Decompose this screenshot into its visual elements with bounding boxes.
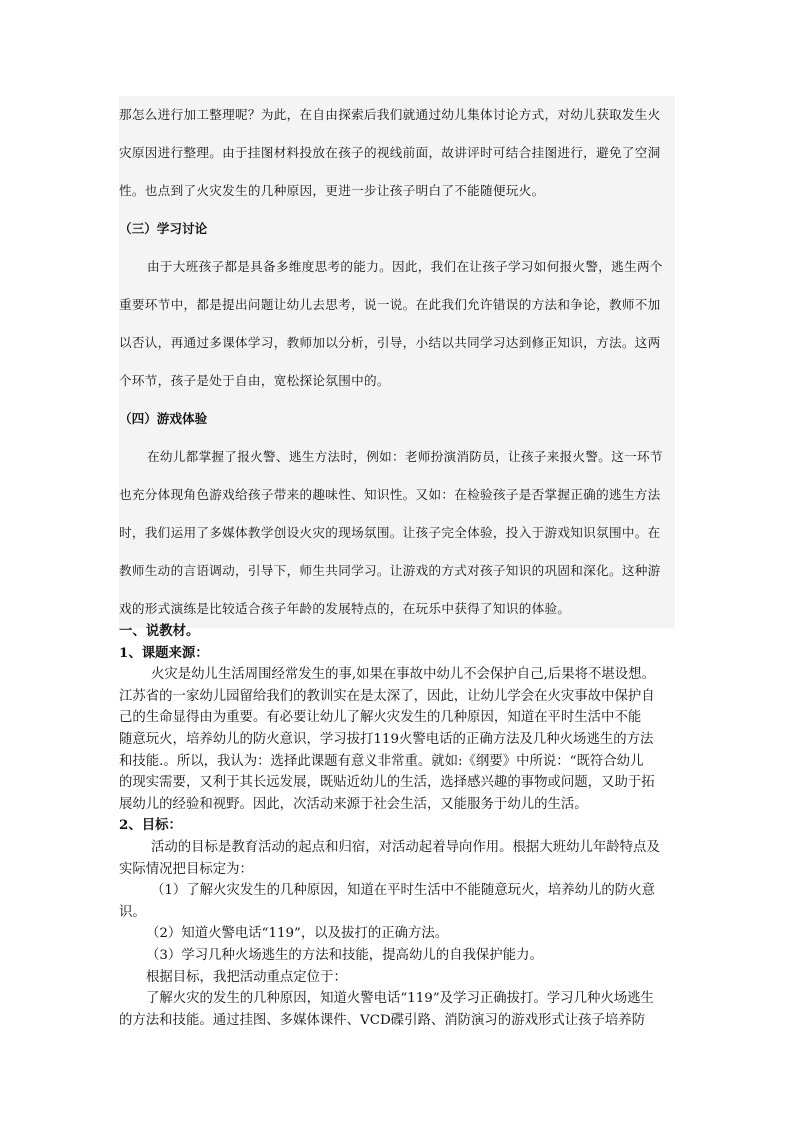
- paragraph-line: 的现实需要，又利于其长远发展，既贴近幼儿的生活，选择感兴趣的事物或问题，又助于拓: [119, 775, 655, 791]
- paragraph-line: 的方法和技能。通过挂图、多媒体课件、VCD碟引路、消防演习的游戏形式让孩子培养防: [119, 1012, 646, 1028]
- paragraph-line: 重要环节中，都是提出问题让幼儿去思考，说一说。在此我们允许错误的方法和争论，教师不加: [119, 286, 675, 324]
- paragraph-line: 活动的目标是教育活动的起点和归宿，对活动起着导向作用。根据大班幼儿年龄特点及: [151, 839, 660, 855]
- lower-section: [119, 621, 675, 1031]
- section-heading-learning-discussion: （三）学习讨论: [119, 210, 675, 248]
- paragraph-line: 戏的形式演练是比较适合孩子年龄的发展特点的，在玩乐中获得了知识的体验。: [119, 590, 675, 628]
- paragraph-line: 那怎么进行加工整理呢？为此，在自由探索后我们就通过幼儿集体讨论方式，对幼儿获取发生火: [119, 96, 675, 134]
- paragraph-line: 由于大班孩子都是具备多维度思考的能力。因此，我们在让孩子学习如何报火警，逃生两个: [119, 248, 675, 286]
- goal-item-2: （2）知道火警电话“119”，以及拔打的正确方法。: [146, 926, 449, 942]
- goal-item-1-cont: 识。: [119, 904, 146, 920]
- paragraph-line: 性。也点到了火灾发生的几种原因，更进一步让孩子明白了不能随便玩火。: [119, 172, 675, 210]
- goal-item-3: （3）学习几种火场逃生的方法和技能，提高幼儿的自我保护能力。: [146, 947, 543, 963]
- paragraph-line: 灾原因进行整理。由于挂图材料投放在孩子的视线前面，故讲评时可结合挂图进行，避免了空洞: [119, 134, 675, 172]
- heading-goals: 2、目标：: [119, 817, 182, 834]
- paragraph-line: 展幼儿的经验和视野。因此，次活动来源于社会生活，又能服务于幼儿的生活。: [119, 796, 588, 812]
- paragraph-line: 了解火灾的发生的几种原因，知道火警电话“119”及学习正确拔打。学习几种火场逃生: [146, 991, 654, 1007]
- paragraph-line: 也充分体现角色游戏给孩子带来的趣味性、知识性。又如：在检验孩子是否掌握正确的逃生方法: [119, 476, 675, 514]
- paragraph-line: 江苏省的一家幼儿园留给我们的教训实在是太深了，因此，让幼儿学会在火灾事故中保护自: [119, 688, 655, 704]
- paragraph-line: 以否认，再通过多课体学习，教师加以分析，引导，小结以共同学习达到修正知识，方法。这两: [119, 324, 675, 362]
- paragraph-line: 教师生动的言语调动，引导下，师生共同学习。让游戏的方式对孩子知识的巩固和深化。这种游: [119, 552, 675, 590]
- paragraph-line: 在幼儿都掌握了报火警、逃生方法时，例如：老师扮演消防员，让孩子来报火警。这一环节: [119, 438, 675, 476]
- heading-topic-source: 1、课题来源：: [119, 644, 209, 661]
- paragraph-line: 根据目标，我把活动重点定位于：: [146, 969, 347, 985]
- paragraph-line: 个环节，孩子是处于自由，宽松探论氛围中的。: [119, 362, 675, 400]
- paragraph-line: 火灾是幼儿生活周围经常发生的事,如果在事故中幼儿不会保护自己,后果将不堪设想。: [151, 667, 655, 683]
- paragraph-line: 时，我们运用了多媒体教学创设火灾的现场氛围。让孩子完全体验，投入于游戏知识氛围中。在: [119, 514, 675, 552]
- paragraph-line: 随意玩火，培养幼儿的防火意识，学习拔打119火警电话的正确方法及几种火场逃生的方法: [119, 731, 654, 747]
- section-heading-game-experience: （四）游戏体验: [119, 400, 675, 438]
- paragraph-line: 己的生命显得由为重要。有必要让幼儿了解火灾发生的几种原因，知道在平时生活中不能: [119, 710, 642, 726]
- goal-item-1: （1）了解火灾发生的几种原因，知道在平时生活中不能随意玩火，培养幼儿的防火意: [151, 883, 655, 899]
- upper-section: [119, 96, 675, 628]
- heading-textbook: 一、说教材。: [119, 623, 200, 639]
- paragraph-line: 和技能.。所以，我认为：选择此课题有意义非常重。就如:《纲要》中所说：“既符合幼儿: [119, 753, 644, 769]
- paragraph-line: 实际情况把目标定为：: [119, 861, 253, 877]
